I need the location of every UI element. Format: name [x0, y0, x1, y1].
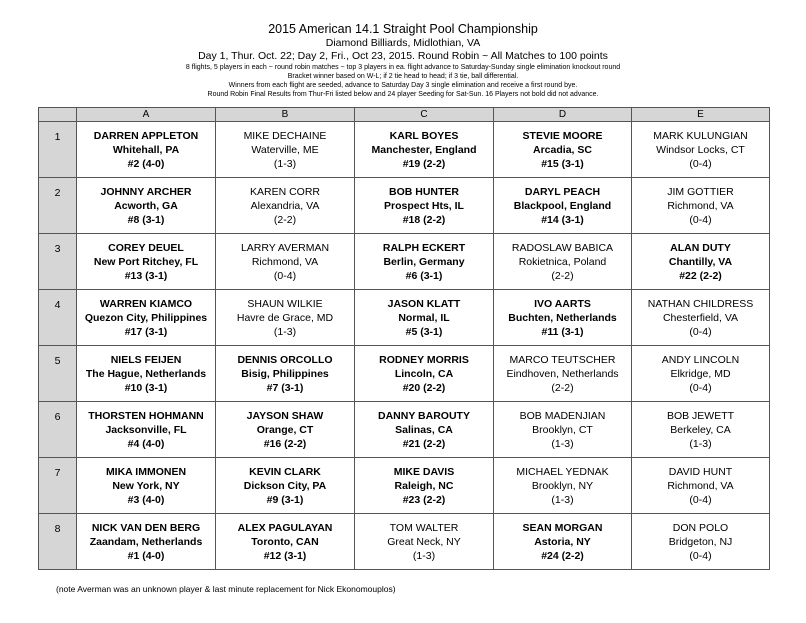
- format-note-2: Bracket winner based on W-L; if 2 tie head to head; if 3 tie, ball differential.: [287, 73, 519, 80]
- player-result: (0-4): [273, 269, 297, 282]
- player-cell: [494, 122, 632, 178]
- player-cell: [77, 514, 216, 570]
- player-result: #21 (2-2): [402, 437, 446, 450]
- player-hometown: Acworth, GA: [114, 199, 178, 212]
- player-name: JAYSON SHAW: [246, 409, 324, 422]
- player-name: DENNIS ORCOLLO: [237, 353, 333, 366]
- row-number: 5: [54, 355, 61, 367]
- player-result: #11 (3-1): [541, 325, 584, 338]
- player-hometown: Arcadia, SC: [533, 143, 592, 156]
- player-name: SEAN MORGAN: [522, 521, 603, 534]
- player-hometown: Astoria, NY: [534, 535, 591, 548]
- format-note-4: Round Robin Final Results from Thur-Fri listed below and 24 player Seeding for Sat-Sun. 16 Players not bold did not advance.: [207, 91, 599, 98]
- player-hometown: Zaandam, Netherlands: [89, 535, 203, 548]
- player-result: (0-4): [689, 325, 712, 338]
- player-cell: [355, 290, 494, 346]
- format-note-3: Winners from each flight are seeded, advance to Saturday Day 3 single elimination and receive a first round bye.: [228, 82, 578, 89]
- player-result: (2-2): [273, 213, 297, 226]
- column-header: C: [355, 108, 494, 122]
- row-number-cell: [39, 402, 77, 458]
- player-cell: [632, 122, 770, 178]
- player-cell: [216, 234, 355, 290]
- player-cell: [494, 290, 632, 346]
- player-result: #3 (4-0): [127, 493, 165, 506]
- player-name: MIKE DAVIS: [393, 465, 455, 478]
- row-number-cell: [39, 122, 77, 178]
- player-name: IVO AARTS: [534, 297, 591, 310]
- player-hometown: Rokietnica, Poland: [518, 255, 607, 268]
- player-name: DARREN APPLETON: [93, 129, 199, 142]
- row-number: 1: [54, 131, 61, 143]
- player-name: BOB MADENJIAN: [519, 409, 606, 422]
- player-cell: [77, 234, 216, 290]
- row-number: 4: [54, 299, 61, 311]
- row-number: 2: [54, 187, 61, 199]
- player-cell: [77, 290, 216, 346]
- player-result: (1-3): [551, 493, 574, 506]
- row-number-cell: [39, 514, 77, 570]
- player-hometown: The Hague, Netherlands: [85, 367, 207, 380]
- player-hometown: Dickson City, PA: [243, 479, 327, 492]
- player-name: DAVID HUNT: [668, 465, 733, 478]
- player-hometown: Brooklyn, CT: [532, 423, 593, 436]
- player-name: THORSTEN HOHMANN: [88, 409, 204, 422]
- player-result: #19 (2-2): [402, 157, 446, 170]
- table-row: [39, 458, 770, 514]
- player-result: (1-3): [273, 325, 297, 338]
- player-name: BOB JEWETT: [666, 409, 735, 422]
- player-result: #14 (3-1): [541, 213, 584, 226]
- player-result: (1-3): [689, 437, 712, 450]
- player-result: #24 (2-2): [541, 549, 584, 562]
- player-result: (0-4): [689, 213, 712, 226]
- row-number-cell: [39, 178, 77, 234]
- player-name: DARYL PEACH: [524, 185, 601, 198]
- player-name: MARCO TEUTSCHER: [509, 353, 616, 366]
- player-cell: [355, 458, 494, 514]
- player-cell: [77, 346, 216, 402]
- document-header: [0, 0, 806, 99]
- player-hometown: Havre de Grace, MD: [236, 311, 334, 324]
- player-result: #8 (3-1): [127, 213, 165, 226]
- player-result: (1-3): [551, 437, 574, 450]
- player-cell: [216, 458, 355, 514]
- player-hometown: Chesterfield, VA: [662, 311, 739, 324]
- player-cell: [355, 178, 494, 234]
- player-name: ALAN DUTY: [670, 241, 731, 254]
- player-cell: [355, 514, 494, 570]
- player-hometown: Lincoln, CA: [394, 367, 454, 380]
- player-result: #7 (3-1): [266, 381, 304, 394]
- player-result: #4 (4-0): [127, 437, 165, 450]
- player-cell: [77, 122, 216, 178]
- player-result: #2 (4-0): [127, 157, 165, 170]
- player-cell: [494, 458, 632, 514]
- player-cell: [632, 346, 770, 402]
- player-hometown: Alexandria, VA: [250, 199, 320, 212]
- player-hometown: Toronto, CAN: [251, 535, 319, 548]
- schedule-line: Day 1, Thur. Oct. 22; Day 2, Fri., Oct 23, 2015. Round Robin ~ All Matches to 100 points: [198, 50, 608, 62]
- player-hometown: Berlin, Germany: [383, 255, 465, 268]
- player-cell: [216, 178, 355, 234]
- row-number-cell: [39, 290, 77, 346]
- player-cell: [355, 122, 494, 178]
- player-cell: [494, 514, 632, 570]
- player-name: LARRY AVERMAN: [240, 241, 330, 254]
- row-number-cell: [39, 346, 77, 402]
- player-name: NATHAN CHILDRESS: [647, 297, 754, 310]
- player-hometown: Great Neck, NY: [387, 535, 461, 548]
- player-hometown: Buchten, Netherlands: [508, 311, 617, 324]
- player-cell: [494, 402, 632, 458]
- player-name: RODNEY MORRIS: [379, 353, 469, 366]
- player-result: #20 (2-2): [402, 381, 446, 394]
- player-result: #9 (3-1): [266, 493, 304, 506]
- player-name: ANDY LINCOLN: [661, 353, 740, 366]
- row-number: 3: [54, 243, 61, 255]
- player-cell: [355, 234, 494, 290]
- player-result: #18 (2-2): [402, 213, 446, 226]
- player-name: RADOSLAW BABICA: [511, 241, 614, 254]
- player-result: #17 (3-1): [124, 325, 168, 338]
- player-hometown: Blackpool, England: [513, 199, 612, 212]
- footnote: (note Averman was an unknown player & last minute replacement for Nick Ekonomouplos): [56, 584, 396, 594]
- player-name: SHAUN WILKIE: [247, 297, 323, 310]
- row-number-cell: [39, 234, 77, 290]
- player-result: (2-2): [551, 269, 574, 282]
- player-name: MICHAEL YEDNAK: [516, 465, 609, 478]
- player-result: #16 (2-2): [263, 437, 307, 450]
- player-hometown: Chantilly, VA: [668, 255, 733, 268]
- row-number: 6: [54, 411, 61, 423]
- player-hometown: Richmond, VA: [667, 479, 734, 492]
- player-hometown: Berkeley, CA: [670, 423, 731, 436]
- player-name: KARL BOYES: [389, 129, 459, 142]
- player-result: (0-4): [689, 157, 712, 170]
- player-result: (0-4): [689, 493, 712, 506]
- player-name: NICK VAN DEN BERG: [91, 521, 201, 534]
- table-row: [39, 234, 770, 290]
- player-result: #10 (3-1): [124, 381, 168, 394]
- player-hometown: Eindhoven, Netherlands: [506, 367, 619, 380]
- player-cell: [216, 290, 355, 346]
- column-header: E: [632, 108, 770, 122]
- table-header-row: [39, 108, 770, 122]
- player-result: (1-3): [273, 157, 297, 170]
- player-cell: [77, 178, 216, 234]
- player-hometown: Jacksonville, FL: [105, 423, 187, 436]
- table-row: [39, 290, 770, 346]
- player-name: TOM WALTER: [389, 521, 459, 534]
- table-row: [39, 122, 770, 178]
- player-hometown: Bisig, Philippines: [241, 367, 329, 380]
- player-hometown: Salinas, CA: [395, 423, 453, 436]
- corner-cell: [39, 108, 77, 122]
- player-cell: [494, 178, 632, 234]
- player-hometown: Quezon City, Philippines: [84, 311, 208, 324]
- player-cell: [216, 514, 355, 570]
- player-name: MARK KULUNGIAN: [653, 129, 748, 142]
- player-name: KAREN CORR: [249, 185, 320, 198]
- player-cell: [355, 402, 494, 458]
- player-hometown: Elkridge, MD: [670, 367, 731, 380]
- player-name: WARREN KIAMCO: [99, 297, 193, 310]
- player-name: STEVIE MOORE: [522, 129, 603, 142]
- player-cell: [77, 458, 216, 514]
- column-header: A: [77, 108, 216, 122]
- player-cell: [216, 122, 355, 178]
- player-result: #6 (3-1): [405, 269, 443, 282]
- player-cell: [632, 514, 770, 570]
- table-row: [39, 346, 770, 402]
- player-result: (2-2): [551, 381, 574, 394]
- player-cell: [77, 402, 216, 458]
- row-number: 8: [54, 523, 61, 535]
- row-number: 7: [54, 467, 61, 479]
- player-result: #22 (2-2): [679, 269, 722, 282]
- player-name: NIELS FEIJEN: [110, 353, 182, 366]
- player-cell: [632, 290, 770, 346]
- player-cell: [494, 346, 632, 402]
- player-name: KEVIN CLARK: [249, 465, 321, 478]
- player-cell: [216, 346, 355, 402]
- player-result: #12 (3-1): [263, 549, 307, 562]
- player-hometown: Waterville, ME: [251, 143, 319, 156]
- player-name: JIM GOTTIER: [667, 185, 734, 198]
- player-result: #5 (3-1): [405, 325, 443, 338]
- player-cell: [632, 234, 770, 290]
- player-hometown: Orange, CT: [256, 423, 314, 436]
- player-name: DANNY BAROUTY: [378, 409, 470, 422]
- column-header: D: [494, 108, 632, 122]
- player-hometown: New York, NY: [112, 479, 180, 492]
- table-row: [39, 514, 770, 570]
- player-name: JASON KLATT: [387, 297, 461, 310]
- player-name: BOB HUNTER: [389, 185, 459, 198]
- player-cell: [632, 402, 770, 458]
- player-name: MIKE DECHAINE: [243, 129, 327, 142]
- player-hometown: New Port Ritchey, FL: [93, 255, 199, 268]
- player-hometown: Richmond, VA: [667, 199, 734, 212]
- document-title: 2015 American 14.1 Straight Pool Championship: [268, 22, 538, 36]
- player-cell: [355, 346, 494, 402]
- player-name: DON POLO: [672, 521, 729, 534]
- player-hometown: Manchester, England: [371, 143, 477, 156]
- player-hometown: Prospect Hts, IL: [384, 199, 464, 212]
- player-hometown: Normal, IL: [398, 311, 450, 324]
- player-result: (0-4): [689, 549, 712, 562]
- player-cell: [632, 458, 770, 514]
- player-name: COREY DEUEL: [108, 241, 184, 254]
- player-hometown: Whitehall, PA: [112, 143, 180, 156]
- player-result: (0-4): [689, 381, 712, 394]
- player-hometown: Windsor Locks, CT: [656, 143, 745, 156]
- player-hometown: Bridgeton, NJ: [668, 535, 733, 548]
- player-result: (1-3): [412, 549, 436, 562]
- player-result: #23 (2-2): [402, 493, 446, 506]
- player-name: RALPH ECKERT: [382, 241, 466, 254]
- player-name: MIKA IMMONEN: [105, 465, 187, 478]
- table-row: [39, 402, 770, 458]
- flight-results-table: [38, 107, 770, 570]
- player-hometown: Richmond, VA: [251, 255, 319, 268]
- row-number-cell: [39, 458, 77, 514]
- player-result: #1 (4-0): [127, 549, 165, 562]
- player-cell: [494, 234, 632, 290]
- table-row: [39, 178, 770, 234]
- player-hometown: Brooklyn, NY: [531, 479, 594, 492]
- player-name: JOHNNY ARCHER: [100, 185, 192, 198]
- format-note-1: 8 flights, 5 players in each ~ round robin matches ~ top 3 players in ea. flight advance to Saturday-Sunday single elimination knockout round: [185, 64, 621, 71]
- player-result: #15 (3-1): [541, 157, 584, 170]
- venue-line: Diamond Billiards, Midlothian, VA: [325, 37, 481, 49]
- player-cell: [632, 178, 770, 234]
- table-body: [39, 122, 770, 570]
- player-name: ALEX PAGULAYAN: [237, 521, 333, 534]
- player-cell: [216, 402, 355, 458]
- player-hometown: Raleigh, NC: [394, 479, 454, 492]
- column-header: B: [216, 108, 355, 122]
- player-result: #13 (3-1): [124, 269, 168, 282]
